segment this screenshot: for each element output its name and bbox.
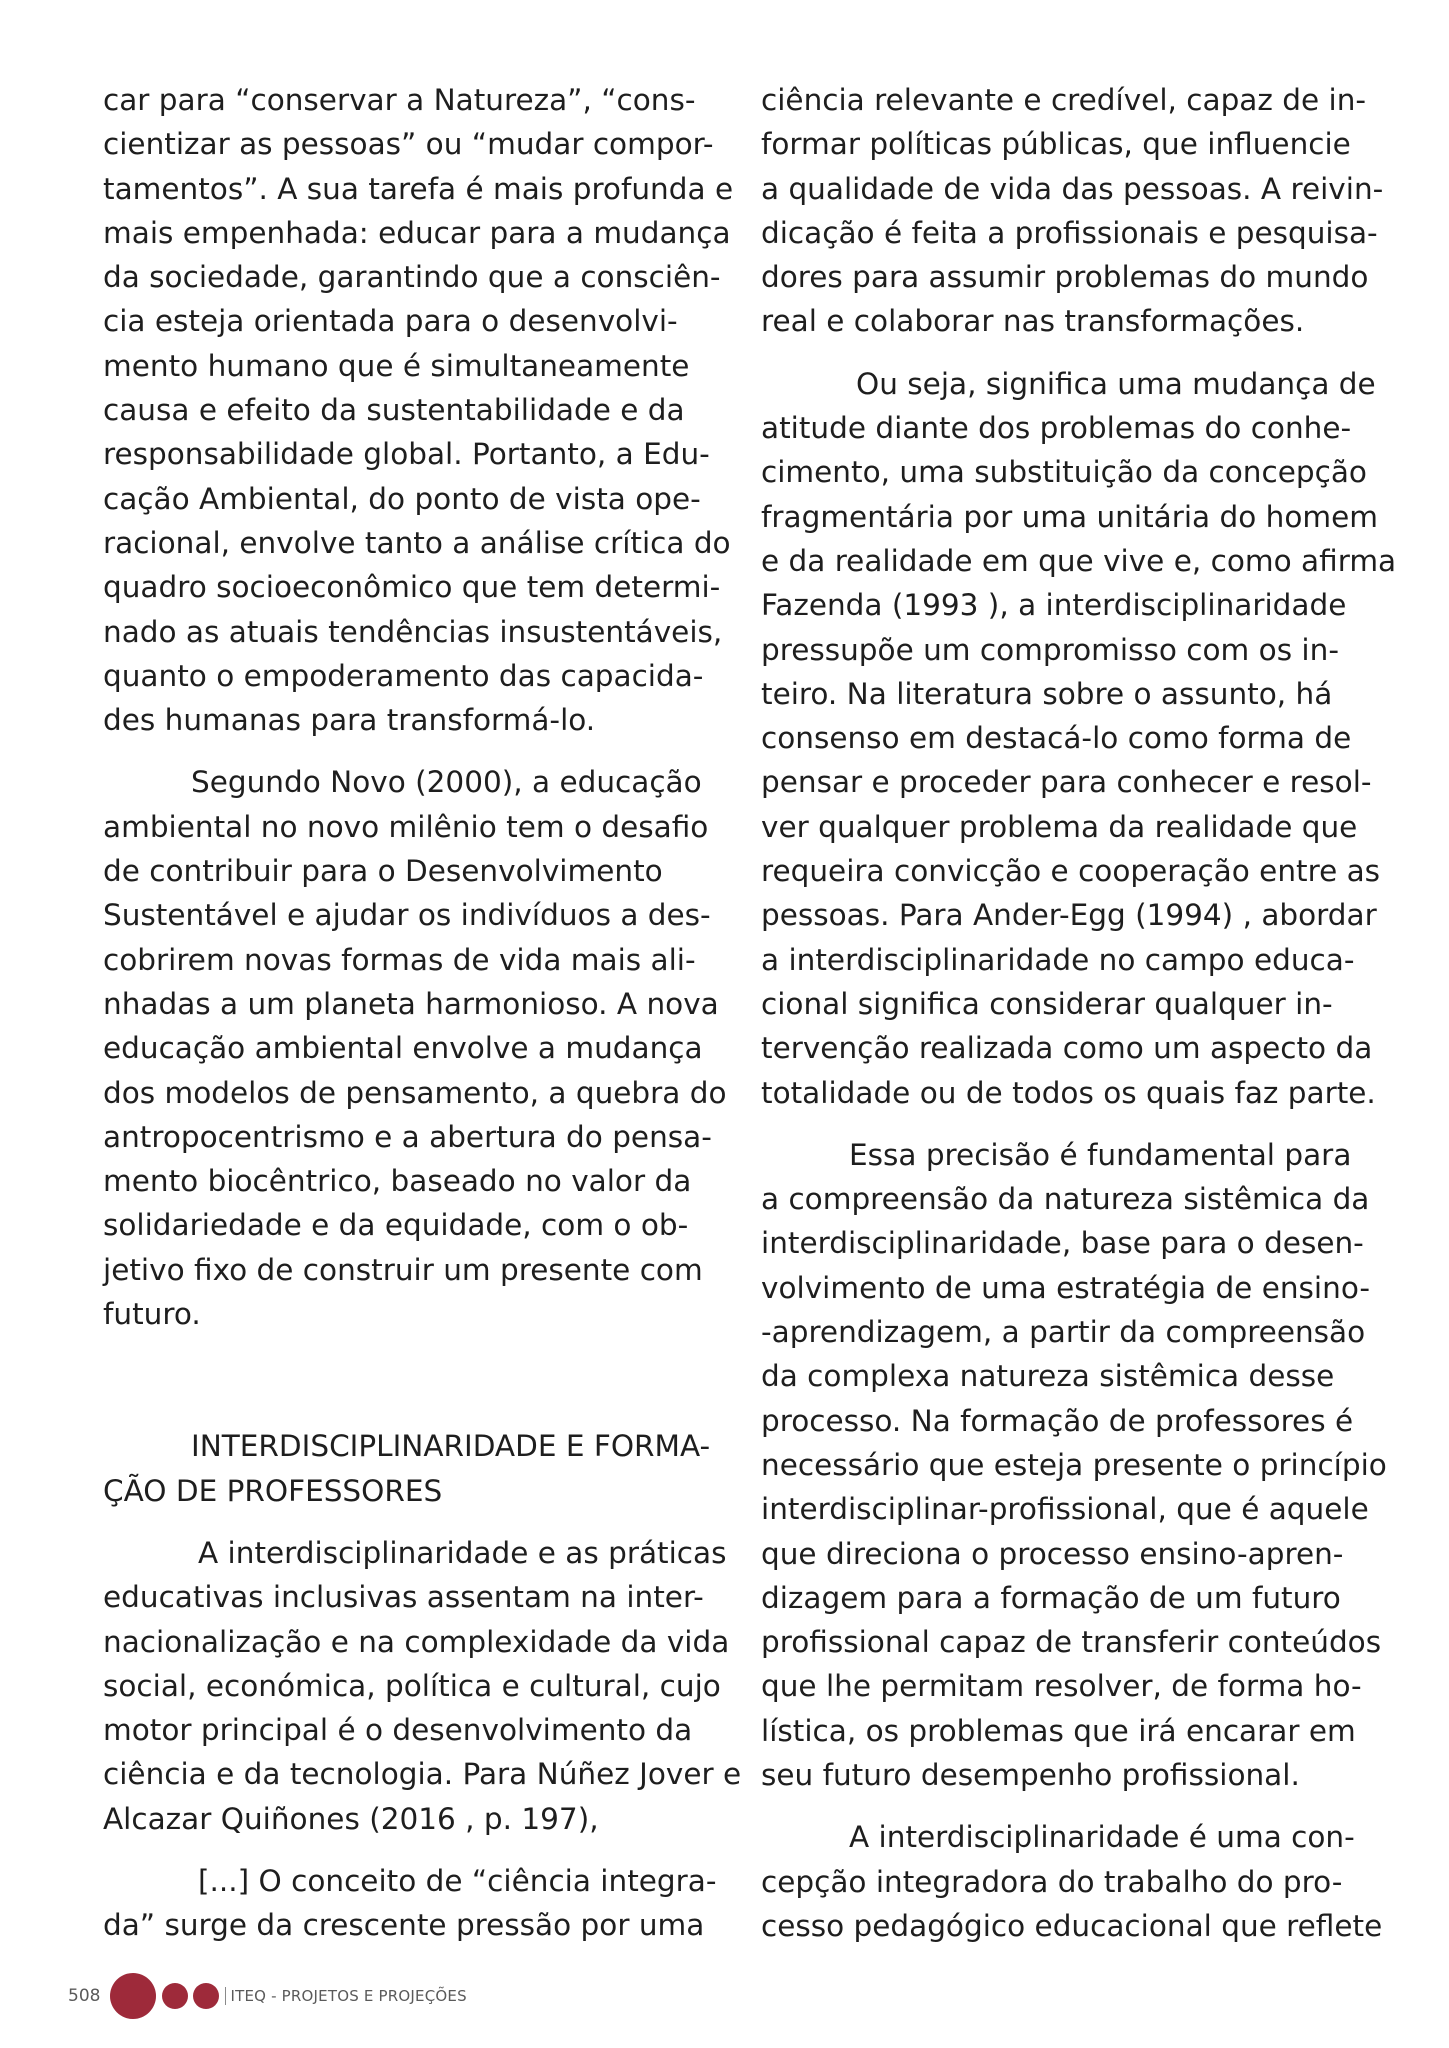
text-line: dores para assumir problemas do mundo [761,260,1369,295]
text-line: cepção integradora do trabalho do pro- [761,1864,1343,1899]
text-line: pessoas. Para Ander-Egg (1994) , abordar [761,898,1377,933]
text-line: da sociedade, garantindo que a consciên- [103,260,721,295]
paragraph-environmental-education [103,78,734,742]
text-line: a qualidade de vida das pessoas. A reivin- [761,171,1384,206]
text-line: fragmentária por uma unitária do homem [761,499,1379,534]
text-line: formar políticas públicas, que influencie [761,127,1351,162]
left-column [103,78,742,1966]
text-line: car para “conservar a Natureza”, “cons- [103,83,696,117]
text-line: futuro. [103,1297,201,1332]
heading-line: INTERDISCIPLINARIDADE E FORMA- [191,1429,711,1464]
text-line: Alcazar Quiñones (2016 , p. 197), [103,1801,599,1836]
small-circle-icon [193,1983,219,2009]
text-line: da” surge da crescente pressão por uma [103,1908,705,1943]
text-line: educativas inclusivas assentam na inter- [103,1580,704,1615]
text-line: A interdisciplinaridade é uma con- [849,1820,1355,1855]
text-line: Fazenda (1993 ), a interdisciplinaridade [761,588,1347,623]
text-line: dizagem para a formação de um futuro [761,1580,1341,1615]
text-line: cobrirem novas formas de vida mais ali- [103,942,696,977]
text-line: a compreensão da natureza sistêmica da [761,1182,1370,1217]
text-line: solidariedade e da equidade, com o ob- [103,1208,689,1243]
text-line: interdisciplinar-profissional, que é aquele [761,1492,1369,1527]
paragraph-fazenda-1993 [761,362,1397,1115]
publication-name: ITEQ - PROJETOS E PROJEÇÕES [225,1987,466,2005]
text-line: racional, envolve tanto a análise crítica do [103,525,731,560]
text-line: que direciona o processo ensino-apren- [761,1536,1344,1571]
text-line: mais empenhada: educar para a mudança [103,215,731,250]
text-line: atitude diante dos problemas do conhe- [761,411,1352,446]
text-line: cia esteja orientada para o desenvolvi- [103,304,678,339]
text-line: cientizar as pessoas” ou “mudar compor- [103,127,714,162]
text-line: Sustentável e ajudar os indivíduos a des- [103,898,711,933]
text-line: educação ambiental envolve a mudança [103,1031,703,1066]
text-line: cesso pedagógico educacional que reflete [761,1908,1383,1943]
text-line: volvimento de uma estratégia de ensino- [761,1270,1371,1305]
text-line: que lhe permitam resolver, de forma ho- [761,1669,1362,1704]
section-heading [103,1424,711,1513]
text-line: seu futuro desempenho profissional. [761,1757,1300,1792]
text-line: cimento, uma substituição da concepção [761,455,1367,490]
paragraph-interdisciplinarity [103,1531,742,1841]
text-line: [...] O conceito de “ciência integra- [198,1863,717,1898]
text-line: a interdisciplinaridade no campo educa- [761,942,1355,977]
text-line: nhadas a um planeta harmonioso. A nova [103,986,719,1021]
text-line: dos modelos de pensamento, a quebra do [103,1075,727,1110]
text-line: pensar e proceder para conhecer e resol- [761,765,1372,800]
section-spacer [103,1354,695,1424]
text-line: nado as atuais tendências insustentáveis, [103,614,723,649]
heading-line: ÇÃO DE PROFESSORES [103,1473,443,1508]
text-line: requeira convicção e cooperação entre as [761,854,1381,889]
text-line: ciência e da tecnologia. Para Núñez Jover e [103,1757,742,1792]
text-line: -aprendizagem, a partir da compreensão [761,1315,1366,1350]
text-line: e da realidade em que vive e, como afirma [761,543,1397,578]
text-line: antropocentrismo e a abertura do pensa- [103,1119,712,1154]
text-line: teiro. Na literatura sobre o assunto, há [761,676,1333,711]
text-line: jetivo fixo de construir um presente com [103,1252,703,1287]
paragraph-novo-2000 [103,760,727,1336]
text-line: Segundo Novo (2000), a educação [191,765,702,800]
text-line: mento humano que é simultaneamente [103,348,690,383]
text-line: ciência relevante e credível, capaz de in- [761,83,1367,117]
text-line: totalidade ou de todos os quais faz parte. [761,1075,1376,1110]
text-line: tervenção realizada como um aspecto da [761,1031,1373,1066]
text-line: cional significa considerar qualquer in- [761,986,1333,1021]
text-line: Ou seja, significa uma mudança de [856,366,1376,401]
text-line: real e colaborar nas transformações. [761,304,1305,339]
text-line: nacionalização e na complexidade da vida [103,1624,730,1659]
right-column [761,78,1397,1966]
small-circle-icon [162,1983,188,2009]
text-line: pressupõe um compromisso com os in- [761,632,1339,667]
text-line: ambiental no novo milênio tem o desafio [103,809,709,844]
text-line: quanto o empoderamento das capacida- [103,658,704,693]
text-line: responsabilidade global. Portanto, a Edu- [103,437,710,472]
text-line: interdisciplinaridade, base para o desen- [761,1226,1364,1261]
page-number: 508 [68,1986,101,2006]
text-line: ver qualquer problema da realidade que [761,809,1358,844]
text-line: social, económica, política e cultural, cujo [103,1668,721,1703]
paragraph-integrative-conception [761,1815,1383,1948]
large-circle-icon [110,1973,156,2019]
text-line: consenso em destacá-lo como forma de [761,721,1352,756]
text-line: tamentos”. A sua tarefa é mais profunda e [103,171,734,206]
block-quote [103,1859,717,1948]
text-line: profissional capaz de transferir conteúdos [761,1625,1382,1660]
text-line: A interdisciplinaridade e as práticas [198,1535,727,1570]
text-line: necessário que esteja presente o princípio [761,1447,1387,1482]
text-line: Essa precisão é fundamental para [849,1137,1352,1172]
block-quote-continued [761,78,1384,344]
page-footer [68,1973,467,2019]
text-line: lística, os problemas que irá encarar em [761,1713,1356,1748]
text-line: motor principal é o desenvolvimento da [103,1713,693,1748]
text-line: processo. Na formação de professores é [761,1403,1354,1438]
text-line: quadro socioeconômico que tem determi- [103,570,721,605]
paragraph-systemic-nature [761,1133,1387,1797]
text-line: da complexa natureza sistêmica desse [761,1359,1335,1394]
text-line: causa e efeito da sustentabilidade e da [103,393,685,428]
text-line: dicação é feita a profissionais e pesquisa- [761,215,1378,250]
text-line: cação Ambiental, do ponto de vista ope- [103,481,701,516]
text-line: des humanas para transformá-lo. [103,703,596,738]
text-line: de contribuir para o Desenvolvimento [103,854,663,889]
text-line: mento biocêntrico, baseado no valor da [103,1164,692,1199]
